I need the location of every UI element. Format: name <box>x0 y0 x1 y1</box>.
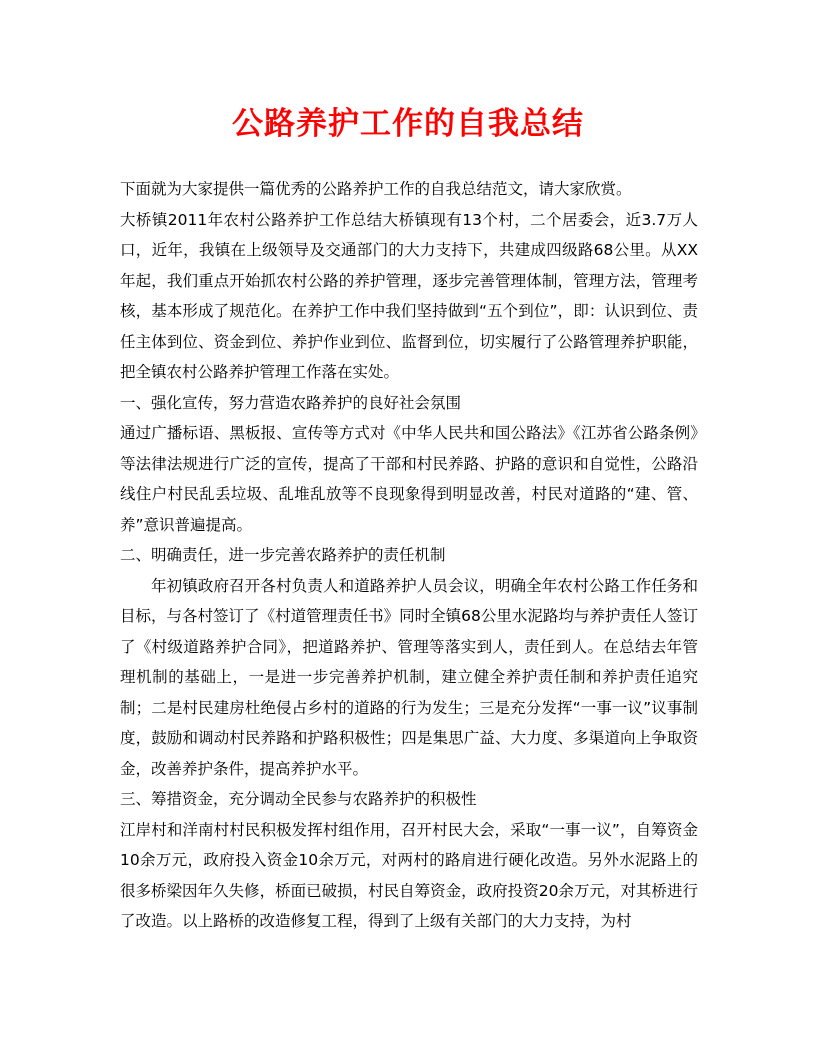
paragraph-overview: 大桥镇2011年农村公路养护工作总结大桥镇现有13个村，二个居委会，近3.7万人口，近年，我镇在上级领导及交通部门的大力支持下，共建成四级路68公里。从XX年起，我们重点开始抓农村公路的养护管理，逐步完善管理体制，管理方法，管理考核，基本形成了规范化。在养护工作中我们坚持做到“五个到位”，即：认识到位、责任主体到位、资金到位、养护作业到位、监督到位，切实履行了公路管理养护职能，把全镇农村公路养护管理工作落在实处。 <box>120 210 698 381</box>
section-heading-1: 一、强化宣传，努力营造农路养护的良好社会氛围 <box>120 393 462 412</box>
paragraph-section-1: 通过广播标语、黑板报、宣传等方式对《中华人民共和国公路法》《江苏省公路条例》等法律法规进行广泛的宣传，提高了干部和村民养路、护路的意识和自觉性，公路沿线住户村民乱丢垃圾、乱堆乱放等不良现象得到明显改善，村民对道路的“建、管、养”意识普遍提高。 <box>120 424 698 534</box>
document-body <box>120 174 698 937</box>
section-heading-2: 二、明确责任，进一步完善农路养护的责任机制 <box>120 546 446 564</box>
paragraph-intro: 下面就为大家提供一篇优秀的公路养护工作的自我总结范文，请大家欣赏。 <box>120 180 632 198</box>
paragraph-section-2: 年初镇政府召开各村负责人和道路养护人员会议，明确全年农村公路工作任务和目标，与各村签订了《村道管理责任书》同时全镇68公里水泥路均与养护责任人签订了《村级道路养护合同》，把道路养护、管理等落实到人，责任到人。在总结去年管理机制的基础上，一是进一步完善养护机制，建立健全养护责任制和养护责任追究制；二是村民建房杜绝侵占乡村的道路的行为发生；三是充分发挥“一事一议”议事制度，鼓励和调动村民养路和护路积极性；四是集思广益、大力度、多渠道向上争取资金，改善养护条件，提高养护水平。 <box>120 576 698 778</box>
document-title: 公路养护工作的自我总结 <box>232 106 584 142</box>
section-heading-3: 三、筹措资金，充分调动全民参与农路养护的积极性 <box>120 790 477 808</box>
paragraph-section-3: 江岸村和洋南村村民积极发挥村组作用，召开村民大会，采取“一事一议”，自筹资金10余万元，政府投入资金10余万元，对两村的路肩进行硬化改造。另外水泥路上的很多桥梁因年久失修，桥面已破损，村民自筹资金，政府投资20余万元，对其桥进行了改造。以上路桥的改造修复工程，得到了上级有关部门的大力支持，为村 <box>120 820 698 930</box>
